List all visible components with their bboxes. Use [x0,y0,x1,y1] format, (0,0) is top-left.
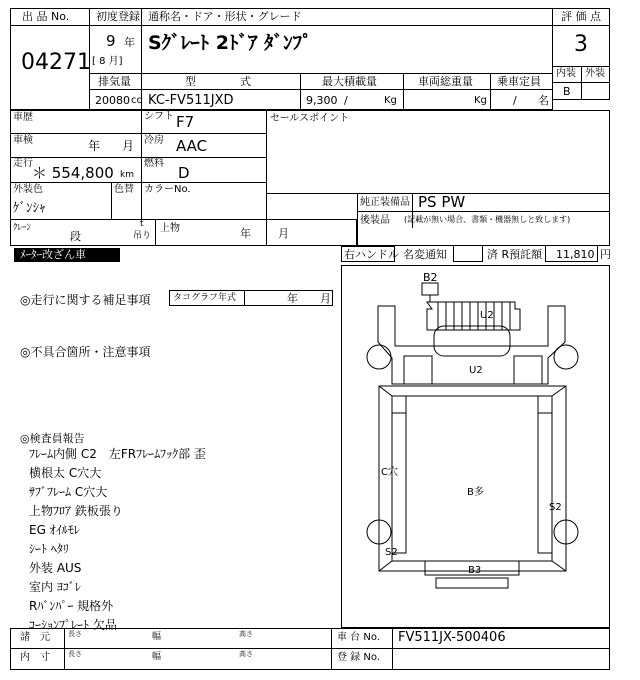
right-side-gate [538,413,552,553]
bed-floor [392,396,552,561]
mark-b2: B2 [423,271,438,284]
inner-width: 幅 [152,652,162,662]
displacement-value: 20080 [95,94,130,107]
capacity-label: 乗車定員 [497,75,541,88]
ac-value: AAC [176,137,208,155]
report-line: ｼｰﾄ ﾍﾀﾘ [29,542,69,556]
crane-hoist: 吊り [133,231,152,241]
mark-b3: B3 [468,565,482,576]
spec-height: 高さ [239,630,253,638]
ac-label: 冷房 [144,135,164,146]
inspection-label: 車検 [13,135,33,146]
report-line: EG ｵｲﾙﾓﾚ [29,523,80,537]
report-line: 室内 ﾖｺﾞﾚ [29,580,81,594]
report-line: 上物ﾌﾛｱ 鉄板張り [29,504,123,518]
front-right-wheel [554,345,578,369]
exterior-label: 外装 [585,68,605,79]
aftermarket-note: (記載が無い場合、書類・機器無しと致します) [404,215,571,224]
km-unit: km [120,170,134,180]
equipment-value: PS PW [418,193,466,211]
chassis-number: FV511JX-500406 [398,630,506,645]
inner-label: 内 寸 [20,652,50,663]
reg-year-unit: 年 [124,36,135,49]
spec-length: 長さ [68,630,82,638]
fuel-label: 燃料 [144,158,164,169]
recycle-amount: 11,810 [556,248,595,261]
right-hand-label: 右ハンドル [344,248,399,261]
mark-u2-top: U2 [480,310,494,321]
mileage-label: 走行 [13,158,33,169]
report-line: ｺｰｼｮﾝﾌﾟﾚｰﾄ 欠品 [29,618,117,632]
shift-label: シフト [144,111,174,122]
model-label: 型 式 [185,75,251,88]
shift-value: F7 [176,113,195,131]
crane-t: t [140,219,144,229]
score-value: 3 [574,32,588,57]
inner-length: 長さ [68,650,82,658]
max-load-unit: Kg [384,95,397,106]
sales-point-label: セールスポイント [270,113,350,124]
footer-box [10,628,610,670]
vehicle-name-label: 通称名・ドア・形状・グレード [148,10,302,23]
mark-b-many: B多 [467,487,484,498]
body-year: 年 [240,227,251,240]
front-left-wheel [367,345,391,369]
report-line: Rﾊﾞﾝﾊﾟｰ 規格外 [29,599,114,613]
report-line: 横根太 C穴大 [29,466,102,480]
defects-label: ◎不具合箇所・注意事項 [20,345,151,359]
body-label: 上物 [160,223,180,234]
tacho-month: 月 [320,292,331,305]
spec-label: 諸 元 [20,632,50,643]
color-value: ｹﾞﾝｼｬ [13,201,46,216]
reg-month: [ 8 月] [92,56,123,67]
max-load-label: 最大積載量 [322,75,377,88]
aftermarket-label: 後装品 [360,215,390,226]
inspector-label: ◎検査員報告 [20,432,85,445]
color-change-label: 色替 [114,184,134,195]
capacity-unit: 名 [538,94,549,107]
report-line: 外装 AUS [29,561,82,575]
interior-value: B [563,85,571,98]
name-change-label: 名変通知 [403,248,447,261]
cc-unit: cc [131,95,142,106]
first-reg-label: 初度登録 [96,10,140,23]
recycle-label: 済 R預託額 [487,248,543,261]
inner-height: 高さ [239,650,253,658]
mark-s2-right: S2 [549,502,562,513]
model-value: KC-FV511JXD [148,93,234,108]
report-line: ｻﾌﾞﾌﾚｰﾑ C穴大 [29,485,108,499]
tacho-label: タコグラフ年式 [173,293,237,303]
crane-label: ｸﾚｰﾝ [13,223,32,233]
mirror-box [422,283,438,295]
lot-number: 04271 [21,50,91,75]
mark-u2-cab: U2 [469,365,483,376]
registration-label: 登 録 No. [337,652,380,663]
crane-stage: 段 [70,230,81,243]
mark-s2-left: S2 [385,547,398,558]
displacement-label: 排気量 [98,75,131,88]
color-label: 外装色 [13,184,43,195]
interior-label: 内装 [556,68,576,79]
inspection-year: 年 [88,139,101,153]
max-load-value: 9,300 [306,94,338,107]
yen-unit: 円 [600,248,611,261]
tacho-year: 年 [287,292,298,305]
driving-notes-label: ◎走行に関する補足事項 [20,293,151,307]
history-label: 車歴 [13,112,33,123]
mark-c-hole: C穴 [381,467,398,478]
gross-weight-label: 車両総重量 [418,75,473,88]
right-door [514,356,542,384]
reg-year: 9 [106,32,116,50]
report-line: ﾌﾚｰﾑ内側 C2 左FRﾌﾚｰﾑﾌｯｸ部 歪 [29,447,206,461]
inspection-month: 月 [122,139,135,153]
score-label: 評 価 点 [561,10,601,23]
chassis-label: 車 台 No. [337,632,380,643]
mileage-value: ＊ 554,800 [32,164,114,182]
max-load-slash: / [344,94,348,107]
rear-bumper [436,578,508,588]
lot-label: 出 品 No. [22,10,70,23]
body-month: 月 [278,227,289,240]
gross-weight-unit: Kg [474,95,487,106]
left-side-gate [392,413,406,553]
capacity-slash: / [513,94,517,107]
equipment-label: 純正装備品 [360,197,410,208]
spec-width: 幅 [152,632,162,642]
left-door [404,356,432,384]
vehicle-name: Sｸﾞﾚｰﾄ 2ﾄﾞｱ ﾀﾞﾝﾌﾟ [148,32,312,54]
meter-tampered-badge: ﾒｰﾀｰ改ざん車 [14,248,120,262]
fuel-value: D [178,164,190,182]
color-code-label: カラーNo. [144,184,191,195]
